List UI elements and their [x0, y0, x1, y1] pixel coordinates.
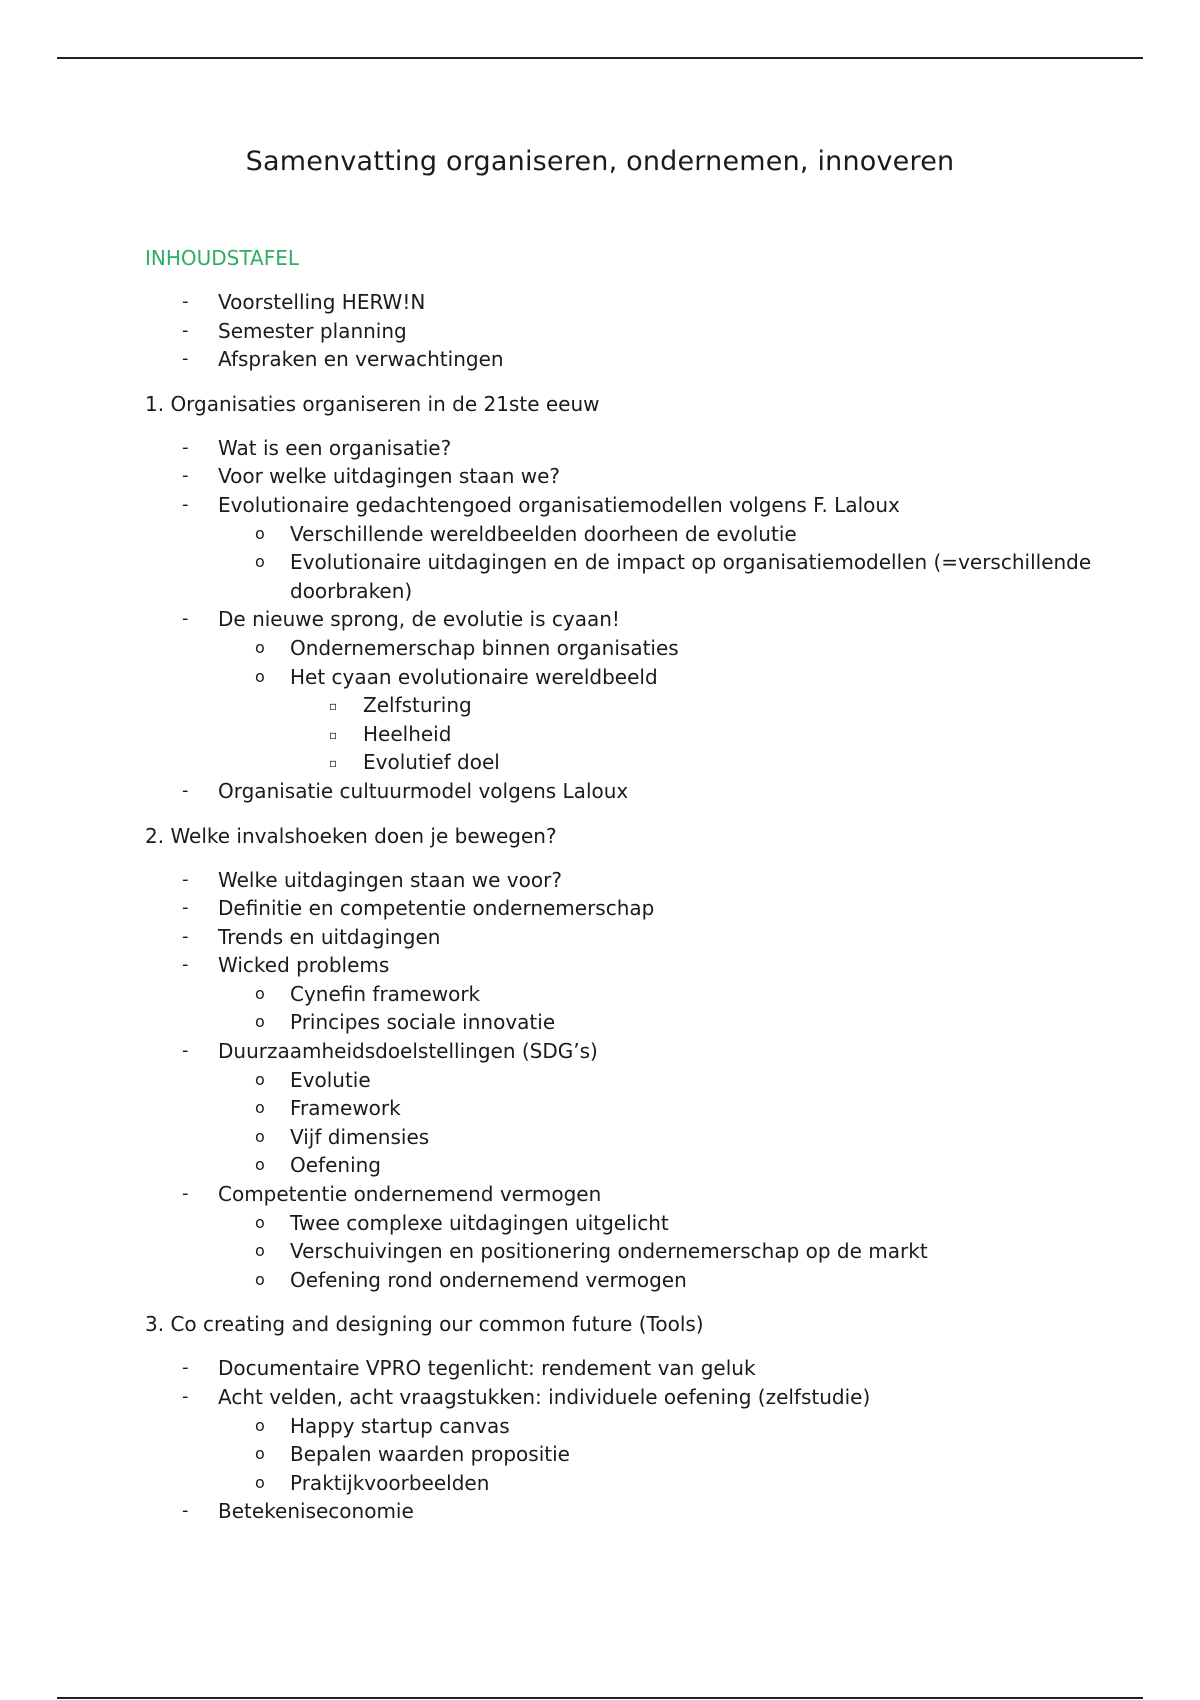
- circle-bullet-icon: o: [255, 552, 265, 572]
- list-item-level-1: [145, 923, 1145, 952]
- circle-bullet-icon: o: [255, 1012, 265, 1032]
- section-heading: 3. Co creating and designing our common future (Tools): [145, 1312, 704, 1337]
- list-item-level-2: [145, 1440, 1145, 1469]
- circle-bullet-icon: o: [255, 1098, 265, 1118]
- list-item-level-1: [145, 1354, 1145, 1383]
- list-item-text: Bepalen waarden propositie: [290, 1442, 570, 1467]
- list-item-text: Welke uitdagingen staan we voor?: [218, 867, 562, 892]
- list-item-text: Voorstelling HERW!N: [218, 290, 426, 314]
- list-item-text: Betekeniseconomie: [218, 1499, 414, 1524]
- list-item-text: Principes sociale innovatie: [290, 1010, 556, 1035]
- list-item-level-1: [145, 605, 1145, 634]
- dash-bullet-icon: -: [182, 291, 189, 312]
- list-item-level-1: [145, 317, 1145, 346]
- section-heading: 2. Welke invalshoeken doen je bewegen?: [145, 823, 557, 848]
- list-item-text: Verschillende wereldbeelden doorheen de evolutie: [290, 521, 797, 546]
- list-item-text: Praktijkvoorbeelden: [290, 1470, 490, 1495]
- list-item-level-1: [145, 434, 1145, 463]
- circle-bullet-icon: o: [255, 1126, 265, 1146]
- list-item-level-2: [145, 663, 1145, 692]
- list-item-text: Evolutief doel: [363, 750, 500, 775]
- dash-bullet-icon: -: [182, 1183, 189, 1205]
- dash-bullet-icon: -: [182, 925, 189, 947]
- list-item-level-2: [145, 1151, 1145, 1180]
- dash-bullet-icon: -: [182, 954, 189, 976]
- list-item-text: Afspraken en verwachtingen: [218, 347, 504, 372]
- circle-bullet-icon: o: [255, 1444, 265, 1464]
- list-item-text: Organisatie cultuurmodel volgens Laloux: [218, 778, 629, 803]
- list-item-level-2: [145, 1412, 1145, 1441]
- list-item-level-1: [145, 1383, 1145, 1412]
- circle-bullet-icon: o: [255, 1212, 265, 1232]
- circle-bullet-icon: o: [255, 637, 265, 657]
- dash-bullet-icon: -: [182, 868, 189, 890]
- list-item-level-3: [145, 720, 1145, 749]
- list-item-level-3: [145, 691, 1145, 720]
- list-item-level-2: [145, 1123, 1145, 1152]
- list-item-level-1: [145, 491, 1145, 520]
- list-item-level-2: [145, 520, 1145, 549]
- dash-bullet-icon: -: [182, 779, 189, 801]
- list-item-text: Competentie ondernemend vermogen: [218, 1182, 602, 1207]
- dash-bullet-icon: -: [182, 348, 189, 370]
- dash-bullet-icon: -: [182, 897, 189, 919]
- list-item-level-1: [145, 1180, 1145, 1209]
- list-item-level-1: [145, 462, 1145, 491]
- section-list: [145, 866, 1145, 1295]
- section-heading: 1. Organisaties organiseren in de 21ste eeuw: [145, 391, 600, 416]
- list-item-level-2: [145, 634, 1145, 663]
- list-item-level-1: [145, 288, 1145, 317]
- dash-bullet-icon: -: [182, 465, 189, 487]
- circle-bullet-icon: o: [255, 1472, 265, 1492]
- list-item-level-1: [145, 1497, 1145, 1526]
- square-bullet-icon: ▫: [329, 756, 338, 771]
- dash-bullet-icon: -: [182, 493, 189, 515]
- list-item-level-2: [145, 1237, 1145, 1266]
- list-item-text: Acht velden, acht vraagstukken: individuele oefening (zelfstudie): [218, 1385, 871, 1409]
- document-title: Samenvatting organiseren, ondernemen, innoveren: [245, 146, 955, 177]
- list-item-text: Verschuivingen en positionering ondernemerschap op de markt: [290, 1239, 928, 1264]
- intro-list: [145, 288, 1145, 374]
- list-item-level-1: [145, 894, 1145, 923]
- circle-bullet-icon: o: [255, 1415, 265, 1435]
- list-item-text: Semester planning: [218, 318, 407, 343]
- list-item-text: Oefening rond ondernemend vermogen: [290, 1267, 687, 1292]
- list-item-text: Cynefin framework: [290, 981, 481, 1006]
- table-of-contents: [145, 244, 1145, 1542]
- section-list: [145, 1354, 1145, 1526]
- section-list: [145, 434, 1145, 806]
- dash-bullet-icon: -: [182, 436, 189, 458]
- list-item-level-1: [145, 951, 1145, 980]
- toc-sections: [145, 390, 1145, 1526]
- circle-bullet-icon: o: [255, 1241, 265, 1261]
- list-item-level-2: [145, 1066, 1145, 1095]
- list-item-text: Zelfsturing: [363, 693, 472, 718]
- list-item-level-2: [145, 1469, 1145, 1498]
- square-bullet-icon: ▫: [329, 727, 338, 742]
- circle-bullet-icon: o: [255, 983, 265, 1003]
- list-item-level-2: [145, 1266, 1145, 1295]
- list-item-text: Definitie en competentie ondernemerschap: [218, 896, 655, 921]
- circle-bullet-icon: o: [255, 523, 265, 543]
- list-item-text: Voor welke uitdagingen staan we?: [218, 464, 561, 489]
- list-item-text: Happy startup canvas: [290, 1413, 510, 1438]
- dash-bullet-icon: -: [182, 1357, 189, 1379]
- dash-bullet-icon: -: [182, 1040, 189, 1062]
- toc-heading: INHOUDSTAFEL: [145, 246, 300, 270]
- list-item-text: Wicked problems: [218, 953, 390, 978]
- circle-bullet-icon: o: [255, 1269, 265, 1289]
- dash-bullet-icon: -: [182, 1386, 189, 1407]
- dash-bullet-icon: -: [182, 1500, 189, 1522]
- list-item-text: Trends en uitdagingen: [218, 924, 441, 949]
- list-item-level-2: [145, 980, 1145, 1009]
- list-item-text: Vijf dimensies: [290, 1124, 430, 1149]
- list-item-text: Evolutionaire gedachtengoed organisatiemodellen volgens F. Laloux: [218, 492, 900, 517]
- list-item-text: Het cyaan evolutionaire wereldbeeld: [290, 664, 658, 689]
- circle-bullet-icon: o: [255, 1155, 265, 1175]
- list-item-text: Oefening: [290, 1153, 381, 1178]
- list-item-level-2: [145, 1209, 1145, 1238]
- list-item-level-2: [145, 1008, 1145, 1037]
- list-item-text: Wat is een organisatie?: [218, 435, 452, 460]
- list-item-text: De nieuwe sprong, de evolutie is cyaan!: [218, 607, 620, 632]
- list-item-text: Documentaire VPRO tegenlicht: rendement van geluk: [218, 1356, 756, 1381]
- list-item-level-1: [145, 777, 1145, 806]
- list-item-level-1: [145, 1037, 1145, 1066]
- list-item-level-1: [145, 345, 1145, 374]
- square-bullet-icon: ▫: [329, 699, 338, 714]
- dash-bullet-icon: -: [182, 319, 189, 341]
- top-rule: [57, 57, 1143, 59]
- circle-bullet-icon: o: [255, 1069, 265, 1089]
- list-item-level-1: [145, 866, 1145, 895]
- dash-bullet-icon: -: [182, 608, 189, 630]
- list-item-text: Evolutie: [290, 1067, 371, 1092]
- list-item-text: Framework: [290, 1096, 401, 1121]
- list-item-level-3: [145, 748, 1145, 777]
- list-item-level-2: [145, 1094, 1145, 1123]
- circle-bullet-icon: o: [255, 666, 265, 686]
- list-item-text: Evolutionaire uitdagingen en de impact op organisatiemodellen (=verschillende doorbraken): [290, 550, 1092, 603]
- bottom-rule: [57, 1697, 1143, 1699]
- list-item-level-2: [145, 548, 1145, 605]
- list-item-text: Duurzaamheidsdoelstellingen (SDG’s): [218, 1039, 598, 1064]
- list-item-text: Ondernemerschap binnen organisaties: [290, 635, 679, 660]
- list-item-text: Twee complexe uitdagingen uitgelicht: [290, 1210, 669, 1235]
- list-item-text: Heelheid: [363, 721, 452, 746]
